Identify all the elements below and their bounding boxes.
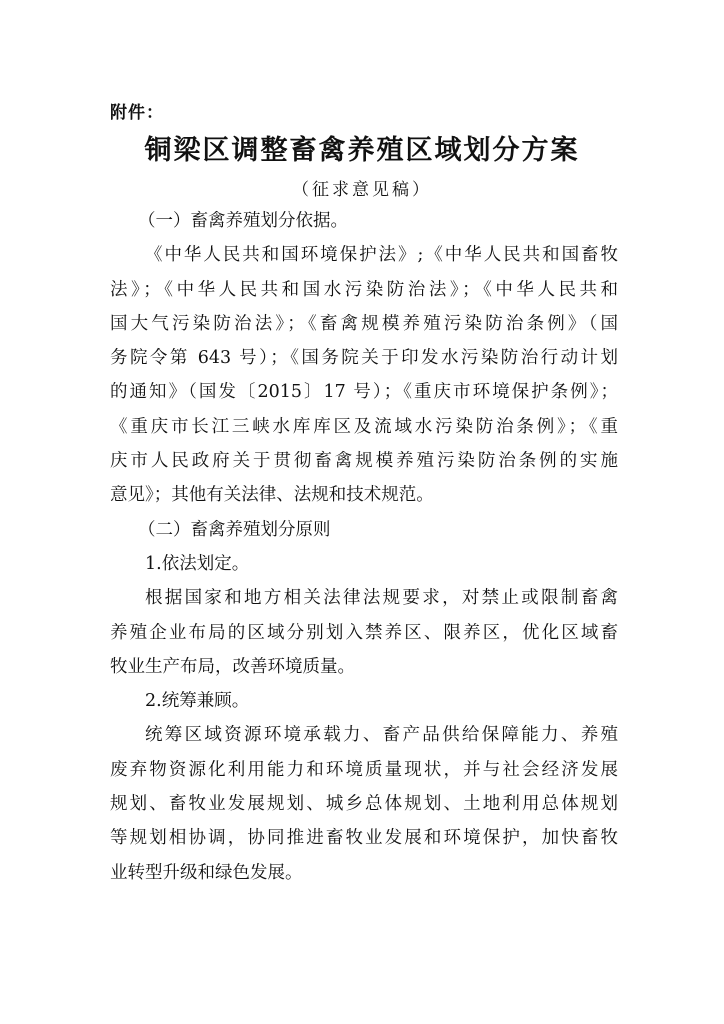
paragraph-line: 《中华人民共和国环境保护法》;《中华人民共和国畜牧 xyxy=(145,245,618,266)
paragraph-line: 务院令第 643 号）；《国务院关于印发水污染防治行动计划 xyxy=(110,348,618,369)
subheading-lawful: 1.依法划定。 xyxy=(145,553,250,574)
paragraph-line: 《重庆市长江三峡水库库区及流域水污染防治条例》；《重 xyxy=(110,416,618,437)
paragraph-line: 业转型升级和绿色发展。 xyxy=(110,862,303,883)
paragraph-line: 根据国家和地方相关法律法规要求，对禁止或限制畜禽 xyxy=(145,588,618,609)
paragraph-line: 废弃物资源化利用能力和环境质量现状，并与社会经济发展 xyxy=(110,759,618,780)
paragraph-line: 等规划相协调，协同推进畜牧业发展和环境保护，加快畜牧 xyxy=(110,828,618,849)
paragraph-line: 意见》；其他有关法律、法规和技术规范。 xyxy=(110,485,434,506)
paragraph-line: 法》；《中华人民共和国水污染防治法》；《中华人民共和 xyxy=(110,279,618,300)
attachment-label: 附件： xyxy=(110,103,164,123)
paragraph-line: 养殖企业布局的区域分别划入禁养区、限养区，优化区域畜 xyxy=(110,622,618,643)
document-body xyxy=(110,204,618,890)
subheading-coordination: 2.统筹兼顾。 xyxy=(145,691,250,712)
document-title: 铜梁区调整畜禽养殖区域划分方案 xyxy=(144,135,580,166)
paragraph-line: 庆市人民政府关于贯彻畜禽规模养殖污染防治条例的实施 xyxy=(110,451,618,472)
paragraph-line: 牧业生产布局，改善环境质量。 xyxy=(110,656,355,677)
paragraph-line: 规划、畜牧业发展规划、城乡总体规划、土地利用总体规划 xyxy=(110,794,618,815)
paragraph-line: 的通知》（国发〔2015〕17 号）；《重庆市环境保护条例》； xyxy=(110,382,618,403)
document-subtitle: （征求意见稿） xyxy=(292,180,432,200)
section-heading-basis: （一）畜禽养殖划分依据。 xyxy=(138,211,348,231)
paragraph-line: 统筹区域资源环境承载力、畜产品供给保障能力、养殖 xyxy=(145,725,618,746)
paragraph-line: 国大气污染防治法》；《畜禽规模养殖污染防治条例》（国 xyxy=(110,313,618,334)
section-heading-principles: （二）畜禽养殖划分原则 xyxy=(138,519,331,540)
